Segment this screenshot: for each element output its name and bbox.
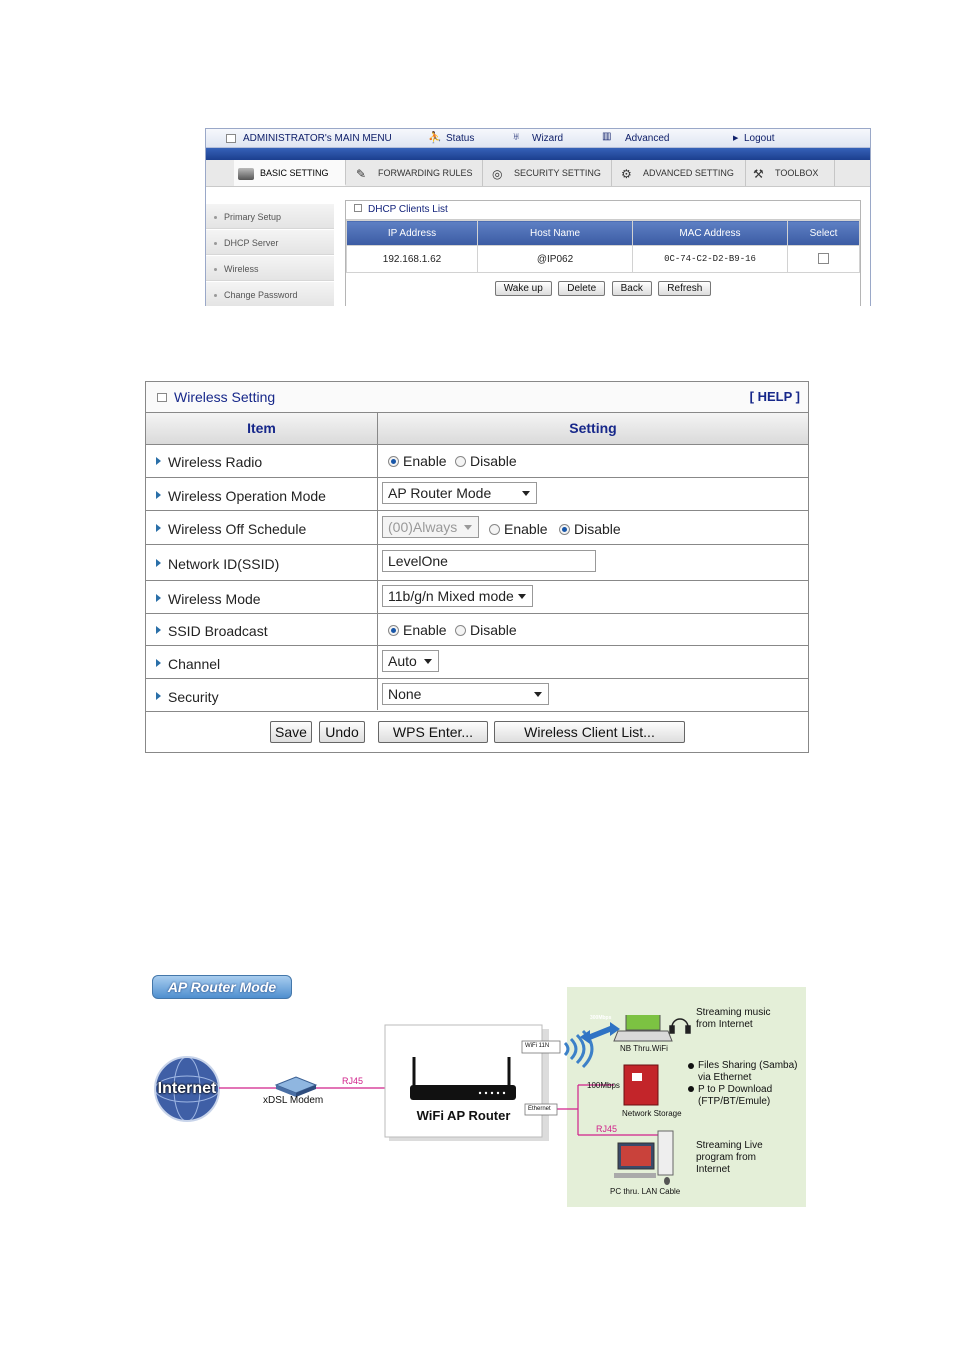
row-arrow-icon xyxy=(156,692,161,700)
radio-label: Disable xyxy=(470,622,517,638)
row-arrow-icon xyxy=(156,659,161,667)
advanced-link[interactable]: Advanced xyxy=(625,133,670,144)
menu-square-icon xyxy=(226,134,236,143)
speed-300-label: 300Mbps xyxy=(590,1015,612,1021)
tab-label: FORWARDING RULES xyxy=(378,168,473,178)
operation-mode-select[interactable] xyxy=(382,482,537,504)
column-header-mac: MAC Address xyxy=(633,221,788,246)
radio-label: Disable xyxy=(470,453,517,469)
broadcast-radio-disable[interactable] xyxy=(455,622,517,638)
panel-square-icon xyxy=(354,204,362,212)
sidebar-item-label: Primary Setup xyxy=(224,212,282,222)
streaming-music-text xyxy=(696,1007,770,1031)
tab-label: ADVANCED SETTING xyxy=(643,168,734,178)
row-wireless-mode xyxy=(146,581,808,614)
bullet-icon xyxy=(214,294,217,297)
sidebar-item-label: Change Password xyxy=(224,290,298,300)
wifi-port-label: WiFi 11N xyxy=(525,1043,550,1049)
chevron-down-icon xyxy=(518,594,526,599)
radio-disable[interactable] xyxy=(455,453,517,469)
page-title: Wireless Setting xyxy=(174,389,276,405)
text-line: via Ethernet xyxy=(698,1072,752,1083)
advanced-icon: ▥ xyxy=(602,131,612,142)
schedule-select[interactable] xyxy=(382,516,479,538)
radio-enable[interactable] xyxy=(388,453,447,469)
row-operation-mode xyxy=(146,478,808,511)
router-admin-screenshot xyxy=(205,128,871,306)
sidebar-item-label: DHCP Server xyxy=(224,238,279,248)
toolbox-icon: ⚒ xyxy=(753,166,764,181)
cell-ip: 192.168.1.62 xyxy=(347,246,478,273)
rj45-left-label: RJ45 xyxy=(342,1076,364,1086)
refresh-button[interactable]: Refresh xyxy=(658,281,711,296)
row-ssid-broadcast xyxy=(146,614,808,646)
row-arrow-icon xyxy=(156,594,161,602)
broadcast-radio-enable[interactable] xyxy=(388,622,447,638)
schedule-radio-enable[interactable] xyxy=(489,521,548,537)
network-storage-icon xyxy=(624,1065,658,1105)
column-header-select: Select xyxy=(788,221,860,246)
mouse-icon xyxy=(664,1177,670,1185)
ssid-input[interactable] xyxy=(382,550,596,572)
forward-icon: ✎ xyxy=(356,166,367,181)
header-band xyxy=(206,148,870,160)
row-arrow-icon xyxy=(156,491,161,499)
sidebar xyxy=(206,204,334,306)
select-checkbox[interactable] xyxy=(818,253,829,264)
select-value: AP Router Mode xyxy=(388,485,492,501)
radio-label: Enable xyxy=(504,521,548,537)
wizard-icon: ♅ xyxy=(512,131,521,143)
xdsl-modem-icon xyxy=(276,1077,316,1097)
select-value: None xyxy=(388,686,422,702)
logout-link[interactable]: Logout xyxy=(744,133,775,144)
column-header-item: Item xyxy=(146,413,377,445)
radio-off-icon xyxy=(455,456,466,467)
undo-button[interactable]: Undo xyxy=(319,721,365,743)
tab-advanced-setting[interactable] xyxy=(617,160,746,186)
radio-on-icon xyxy=(559,524,570,535)
row-security xyxy=(146,679,808,712)
panel-square-icon xyxy=(157,393,167,402)
sidebar-item-wireless[interactable] xyxy=(206,256,334,281)
chevron-down-icon xyxy=(424,659,432,664)
tab-security-setting[interactable] xyxy=(488,160,612,186)
row-arrow-icon xyxy=(156,559,161,567)
tab-bar xyxy=(206,160,870,187)
text-line: P to P Download xyxy=(698,1084,773,1095)
logout-arrow-icon: ▶ xyxy=(733,135,739,142)
storage-label: Network Storage xyxy=(622,1109,682,1118)
chevron-down-icon xyxy=(534,692,542,697)
cell-mac: 0C-74-C2-D2-B9-16 xyxy=(633,246,788,273)
pc-label: PC thru. LAN Cable xyxy=(610,1187,681,1196)
files-sharing-text xyxy=(698,1060,797,1084)
bullet-icon xyxy=(688,1086,694,1092)
radio-off-icon xyxy=(455,625,466,636)
cell-select xyxy=(788,246,860,273)
column-divider xyxy=(377,413,378,710)
text-line: Streaming Live xyxy=(696,1140,763,1151)
row-label: Security xyxy=(168,689,219,705)
bullet-icon xyxy=(688,1063,694,1069)
headphones-icon xyxy=(670,1019,690,1033)
text-line: program from xyxy=(696,1152,757,1163)
wireless-mode-select[interactable] xyxy=(382,585,533,607)
chevron-down-icon xyxy=(464,525,472,530)
row-label: SSID Broadcast xyxy=(168,623,268,639)
dhcp-panel-header xyxy=(346,201,860,220)
cell-host: @IP062 xyxy=(478,246,633,273)
speed-100-label: 100Mbps xyxy=(587,1081,620,1090)
select-value: (00)Always xyxy=(388,519,458,535)
column-header-host: Host Name xyxy=(478,221,633,246)
streaming-live-text xyxy=(696,1140,763,1176)
dhcp-clients-panel xyxy=(345,200,861,306)
column-header-ip: IP Address xyxy=(347,221,478,246)
row-label: Channel xyxy=(168,656,221,672)
row-label: Wireless Operation Mode xyxy=(168,488,326,504)
folder-icon xyxy=(238,168,254,180)
row-label: Wireless Mode xyxy=(168,591,261,607)
sidebar-item-change-password[interactable] xyxy=(206,282,334,306)
dhcp-panel-title: DHCP Clients List xyxy=(368,204,448,215)
row-arrow-icon xyxy=(156,626,161,634)
p2p-text xyxy=(698,1084,772,1108)
delete-button[interactable]: Delete xyxy=(558,281,605,296)
table-row xyxy=(347,246,860,273)
input-value: LevelOne xyxy=(388,553,448,569)
tab-label: TOOLBOX xyxy=(775,168,819,178)
security-icon: ◎ xyxy=(492,166,503,181)
bullet-icon xyxy=(214,268,217,271)
row-off-schedule xyxy=(146,511,808,545)
internet-label: Internet xyxy=(157,1080,217,1097)
wireless-client-list-button[interactable]: Wireless Client List... xyxy=(494,721,685,743)
tab-label: BASIC SETTING xyxy=(260,168,329,178)
main-menu-bar xyxy=(206,129,870,148)
text-line: Streaming music xyxy=(696,1007,771,1018)
dhcp-button-row xyxy=(346,273,860,296)
table-header-row xyxy=(347,221,860,246)
row-wireless-radio xyxy=(146,445,808,478)
radio-on-icon xyxy=(388,456,399,467)
security-select[interactable] xyxy=(382,683,549,705)
rj45-right-label: RJ45 xyxy=(596,1124,618,1134)
schedule-radio-disable[interactable] xyxy=(559,521,621,537)
router-icon xyxy=(410,1085,516,1100)
text-line: Internet xyxy=(696,1164,730,1175)
desktop-pc-icon xyxy=(614,1131,673,1185)
status-icon: ⛹ xyxy=(428,132,442,144)
select-value: 11b/g/n Mixed mode xyxy=(388,588,514,604)
wizard-link[interactable]: Wizard xyxy=(532,133,564,144)
modem-label: xDSL Modem xyxy=(263,1095,324,1106)
text-line: from Internet xyxy=(696,1019,753,1030)
row-label: Wireless Radio xyxy=(168,454,263,470)
radio-label: Enable xyxy=(403,453,447,469)
save-button[interactable]: Save xyxy=(270,721,312,743)
wps-enter-button[interactable]: WPS Enter... xyxy=(378,721,488,743)
wireless-setting-panel xyxy=(145,381,809,753)
bullet-icon xyxy=(214,242,217,245)
sidebar-item-primary-setup[interactable] xyxy=(206,204,334,229)
sidebar-item-dhcp-server[interactable] xyxy=(206,230,334,255)
tab-label: SECURITY SETTING xyxy=(514,168,601,178)
tab-basic-setting[interactable] xyxy=(234,160,346,186)
row-channel xyxy=(146,646,808,679)
radio-off-icon xyxy=(489,524,500,535)
dhcp-clients-table xyxy=(346,220,860,273)
chevron-down-icon xyxy=(522,491,530,496)
radio-on-icon xyxy=(388,625,399,636)
tab-forwarding-rules[interactable] xyxy=(352,160,483,186)
radio-label: Enable xyxy=(403,622,447,638)
ap-router-mode-badge: AP Router Mode xyxy=(152,975,292,999)
text-line: Files Sharing (Samba) xyxy=(698,1060,798,1071)
row-ssid xyxy=(146,545,808,581)
router-label: WiFi AP Router xyxy=(416,1108,511,1123)
tab-toolbox[interactable] xyxy=(749,160,835,186)
text-line: (FTP/BT/Emule) xyxy=(698,1096,771,1107)
advanced-icon: ⚙ xyxy=(621,166,632,181)
wake-up-button[interactable]: Wake up xyxy=(495,281,552,296)
row-label: Wireless Off Schedule xyxy=(168,521,307,537)
help-link[interactable]: [ HELP ] xyxy=(749,389,800,404)
main-menu-title: ADMINISTRATOR's MAIN MENU xyxy=(243,133,392,144)
ethernet-port-label: Ethernet xyxy=(528,1106,551,1112)
row-arrow-icon xyxy=(156,524,161,532)
status-link[interactable]: Status xyxy=(446,133,475,144)
sidebar-item-label: Wireless xyxy=(224,264,259,274)
column-header-setting: Setting xyxy=(378,413,808,445)
radio-label: Disable xyxy=(574,521,621,537)
back-button[interactable]: Back xyxy=(612,281,652,296)
row-label: Network ID(SSID) xyxy=(168,556,280,572)
nb-label: NB Thru.WiFi xyxy=(620,1044,668,1053)
select-value: Auto xyxy=(388,653,417,669)
channel-select[interactable] xyxy=(382,650,439,672)
wireless-setting-header xyxy=(146,382,808,413)
laptop-icon xyxy=(614,1015,672,1041)
bullet-icon xyxy=(214,216,217,219)
row-arrow-icon xyxy=(156,457,161,465)
